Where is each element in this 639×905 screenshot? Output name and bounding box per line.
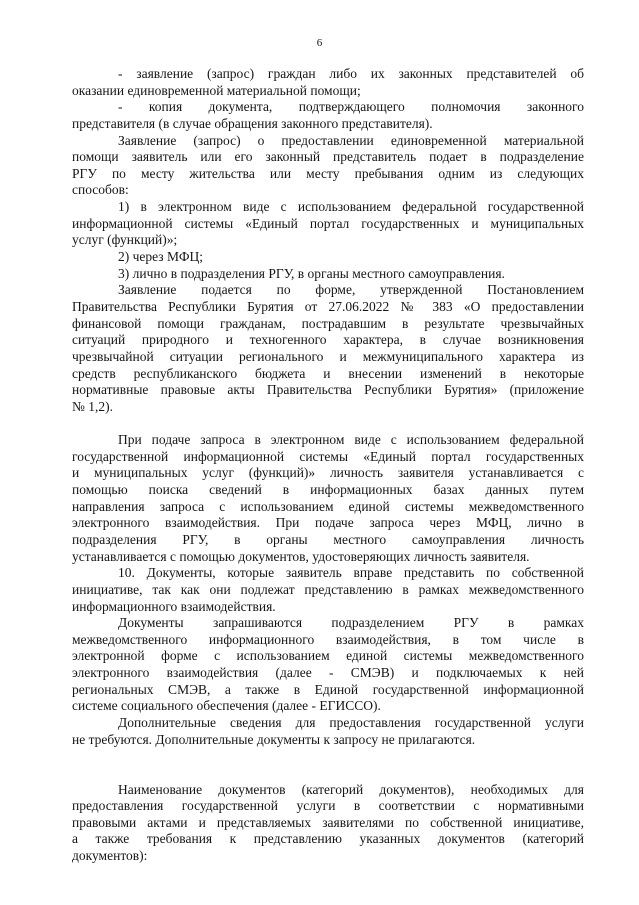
text-line: и муниципальных услуг (функций)» личность заявителя устанавливается с xyxy=(72,465,584,481)
text-line: 1) в электронном виде с использованием федеральной государственной xyxy=(118,199,584,215)
text-line: региональных СМЭВ, а также в Единой государственной информационной xyxy=(72,681,584,697)
text-line: Заявление подается по форме, утвержденной Постановлением xyxy=(118,282,584,298)
text-line: ситуаций природного и техногенного характера, в случае возникновения xyxy=(72,332,584,348)
text-line: устанавливается с помощью документов, удостоверяющих личность заявителя. xyxy=(72,548,530,564)
text-line: правовыми актами и представляемых заявителями по собственной инициативе, xyxy=(72,814,584,830)
text-line: помощи заявитель или его законный представитель подает в подразделение xyxy=(72,149,584,165)
page-number: 6 xyxy=(316,37,323,49)
text-line: электронного взаимодействия (далее - СМЭВ) и подключаемых к ней xyxy=(72,665,584,681)
text-line: - заявление (запрос) граждан либо их законных представителей об xyxy=(118,66,584,81)
text-line: межведомственного информационного взаимодействия, в том числе в xyxy=(72,631,584,647)
text-line: финансовой помощи гражданам, пострадавшим в результате чрезвычайных xyxy=(72,315,584,331)
text-line: подразделения РГУ, в органы местного самоуправления личность xyxy=(72,531,584,547)
text-line: оказании единовременной материальной помощи; xyxy=(72,82,361,98)
text-line: 10. Документы, которые заявитель вправе представить по собственной xyxy=(118,565,584,581)
text-line: 2) через МФЦ; xyxy=(118,249,204,265)
text-line: нормативные правовые акты Правительства Республики Бурятия» (приложение xyxy=(72,382,584,398)
text-line: 3) лично в подразделения РГУ, в органы местного самоуправления. xyxy=(118,265,505,281)
text-line: № 1,2). xyxy=(72,398,114,414)
blank-line xyxy=(72,765,584,782)
blank-line xyxy=(72,748,584,765)
text-line: представителя (в случае обращения законного представителя). xyxy=(72,115,433,131)
text-line: Правительства Республики Бурятия от 27.06.2022 № 383 «О предоставлении xyxy=(72,298,584,314)
text-line: государственной информационной системы «Единый портал государственных xyxy=(72,448,584,464)
text-line: электронной форме с использованием единой системы межведомственного xyxy=(72,648,584,664)
blank-line xyxy=(72,415,584,432)
text-line: инициативе, так как они подлежат представлению в рамках межведомственного xyxy=(72,581,584,597)
text-line: средств республиканского бюджета и внесении изменений в некоторые xyxy=(72,365,584,381)
text-line: информационной системы «Единый портал государственных и муниципальных xyxy=(72,215,584,231)
document-body xyxy=(72,66,584,865)
text-line: а также требования к представлению указанных документов (категорий xyxy=(72,831,584,847)
text-line: - копия документа, подтверждающего полномочия законного xyxy=(118,99,584,115)
text-line: не требуются. Дополнительные документы к запросу не прилагаются. xyxy=(72,731,476,747)
text-line: Наименование документов (категорий документов), необходимых для xyxy=(118,781,584,797)
text-line: При подаче запроса в электронном виде с использованием федеральной xyxy=(118,432,584,448)
text-line: системе социального обеспечения (далее - ЕГИССО). xyxy=(72,698,381,714)
text-line: чрезвычайной ситуации регионального и межмуниципального характера из xyxy=(72,348,584,364)
text-line: направления запроса с использованием единой системы межведомственного xyxy=(72,498,584,514)
text-line: способов: xyxy=(72,182,129,198)
text-line: Дополнительные сведения для предоставления государственной услуги xyxy=(118,714,584,730)
text-line: РГУ по месту жительства или месту пребывания одним из следующих xyxy=(72,165,584,181)
text-line: помощью поиска сведений в информационных базах данных путем xyxy=(72,482,584,498)
text-line: услуг (функций)»; xyxy=(72,232,178,248)
text-line: Документы запрашиваются подразделением РГУ в рамках xyxy=(118,615,584,631)
text-line: документов): xyxy=(72,848,148,864)
text-line: информационного взаимодействия. xyxy=(72,598,276,614)
text-line: электронного взаимодействия. При подаче запроса через МФЦ, лично в xyxy=(72,515,584,531)
text-line: Заявление (запрос) о предоставлении единовременной материальной xyxy=(118,132,584,148)
text-line: предоставления государственной услуги в соответствии с нормативными xyxy=(72,798,584,814)
